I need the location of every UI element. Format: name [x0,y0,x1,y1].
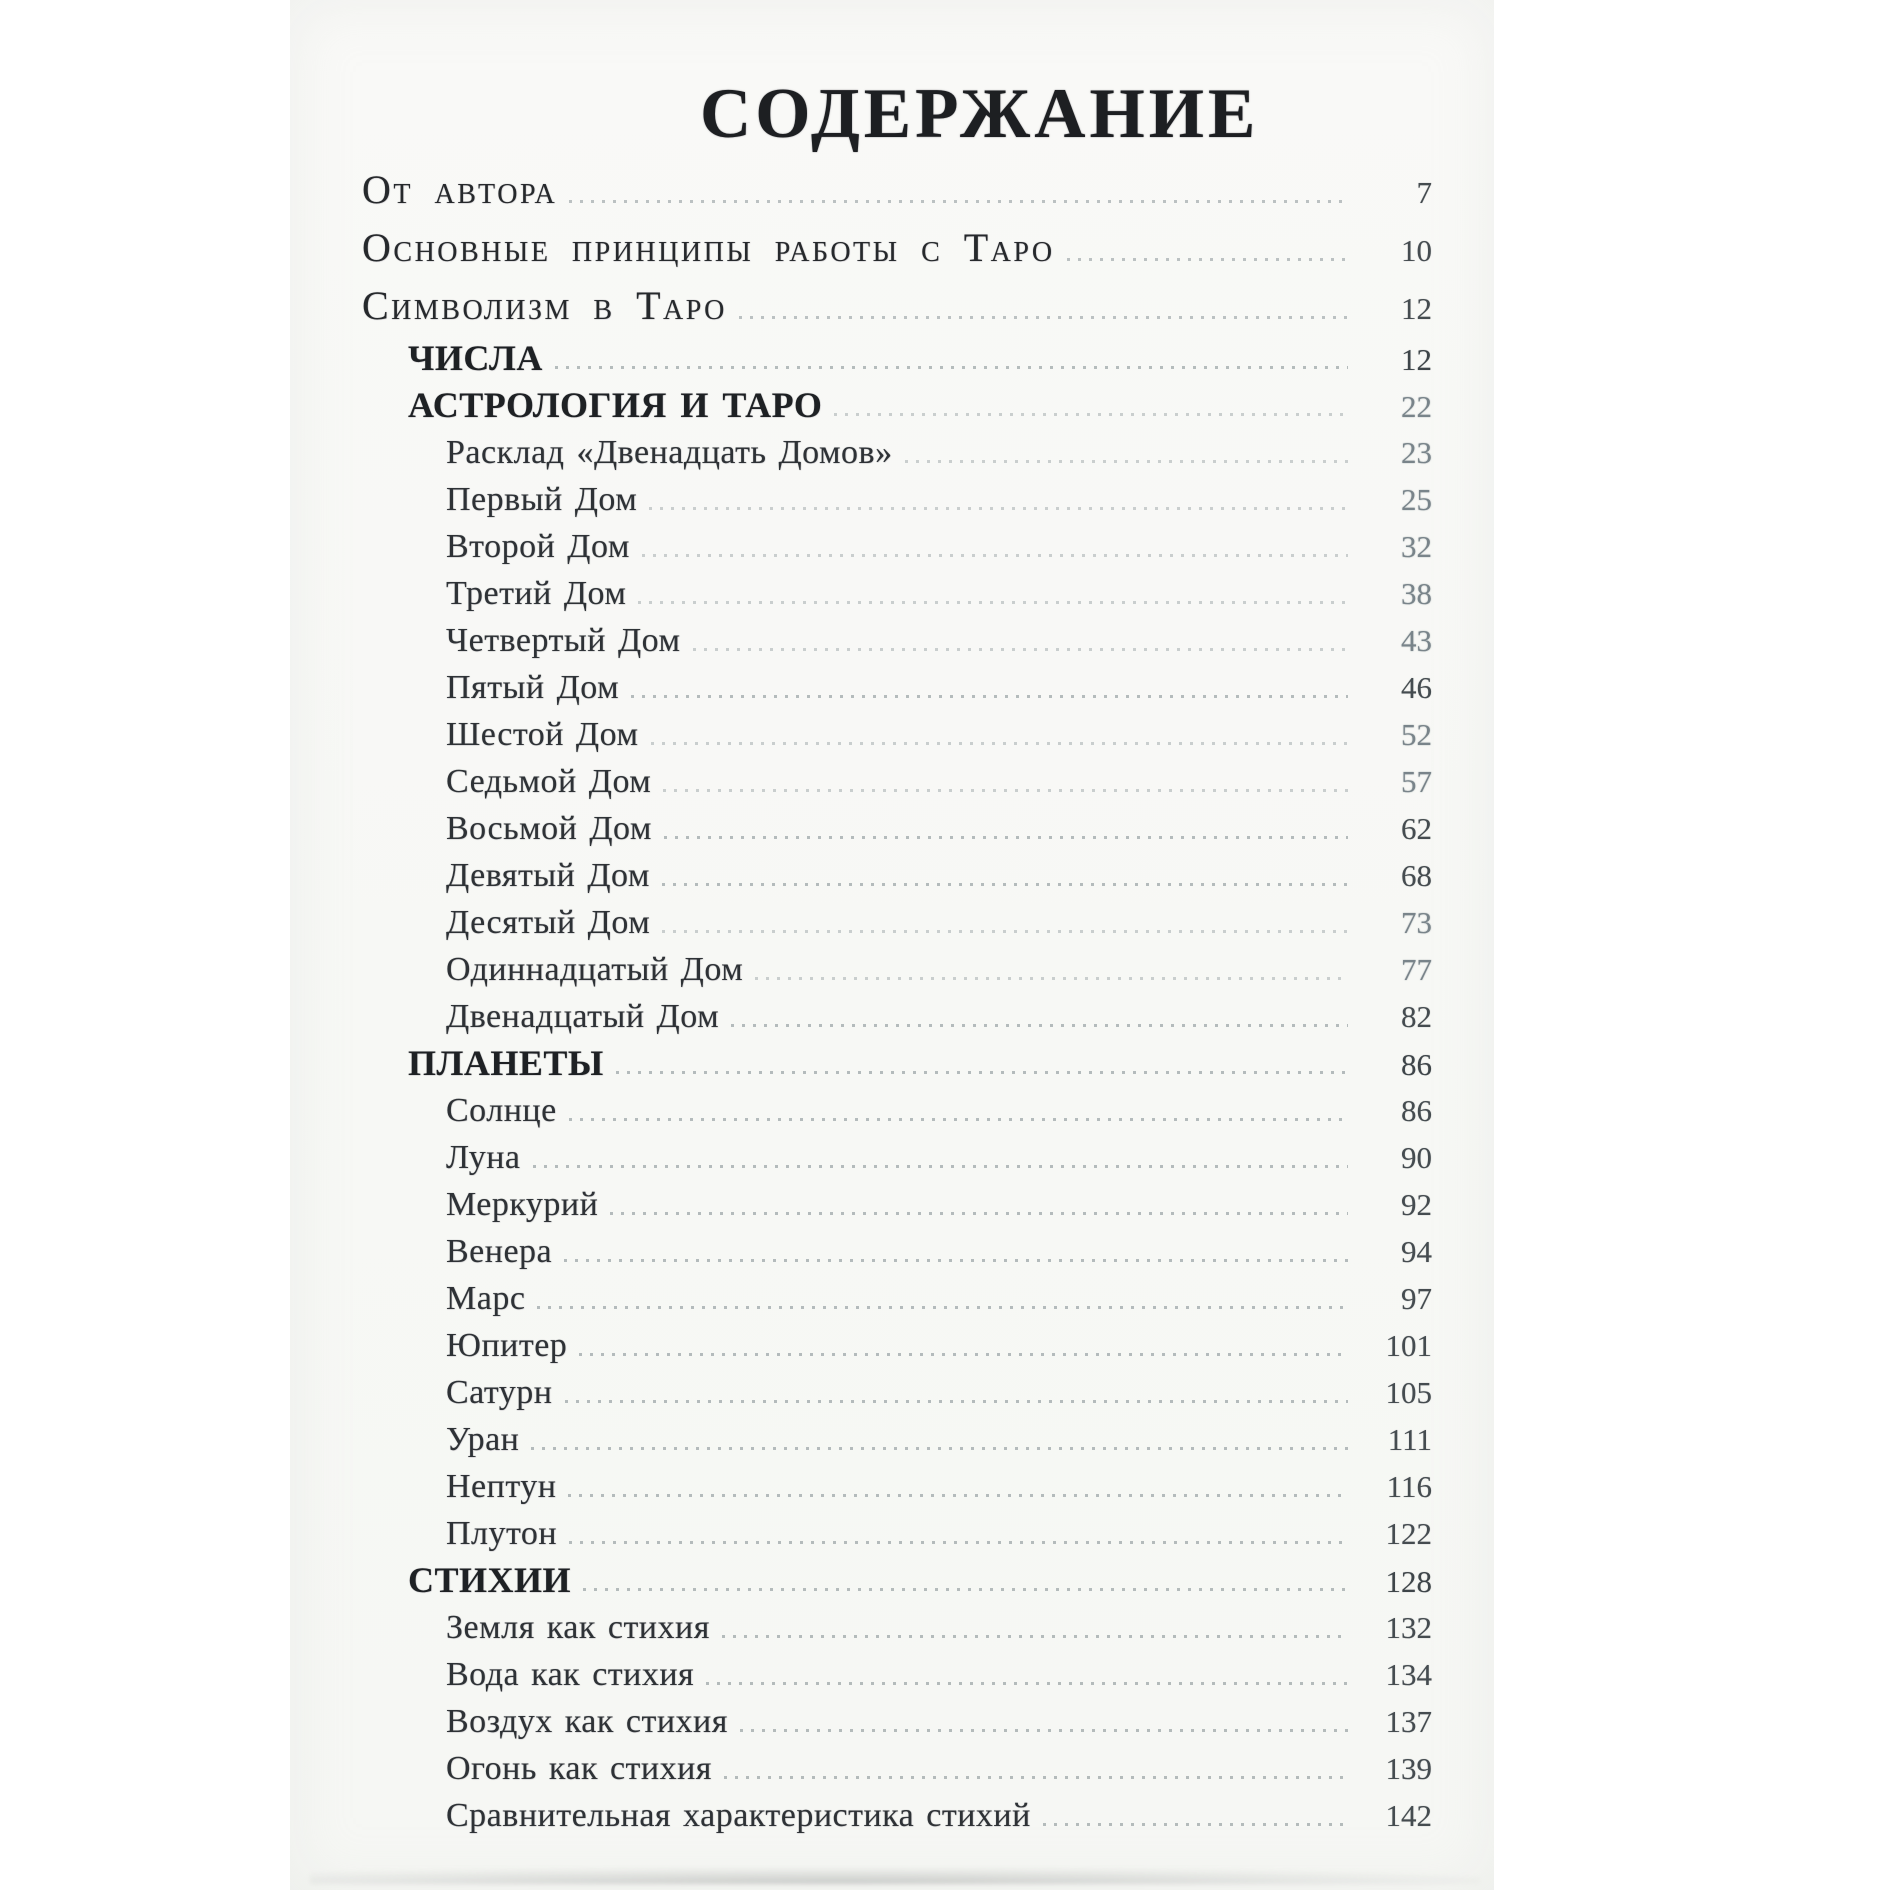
toc-list [362,161,1432,1839]
toc-entry [362,946,1432,993]
toc-entry-label: СТИХИИ [408,1560,572,1600]
page-title: СОДЕРЖАНИЕ [700,74,1260,153]
toc-entry-label: Основные принципы работы с Таро [362,225,1055,270]
dot-leader [579,1353,1348,1356]
toc-entry-label: Плутон [446,1515,558,1552]
toc-entry-label: Земля как стихия [446,1609,710,1646]
toc-entry [362,570,1432,617]
toc-entry [362,852,1432,899]
dot-leader [722,1635,1348,1638]
dot-leader [569,200,1348,203]
toc-entry-label: Одиннадцатый Дом [446,951,744,988]
dot-leader [834,413,1348,416]
toc-entry [362,161,1432,219]
dot-leader [905,460,1348,463]
toc-entry-page-number: 62 [1401,811,1432,846]
dot-leader [662,930,1348,933]
toc-entry-label: Девятый Дом [446,857,650,894]
toc-entry [362,1557,1432,1604]
toc-entry-label: Третий Дом [446,575,627,612]
toc-entry-page-number: 25 [1401,482,1432,517]
dot-leader [1067,258,1348,261]
toc-entry [362,758,1432,805]
toc-entry-page-number: 52 [1401,717,1432,752]
toc-entry-page-number: 139 [1385,1751,1432,1786]
toc-entry [362,1181,1432,1228]
toc-entry-label: Восьмой Дом [446,810,652,847]
toc-entry-page-number: 38 [1401,576,1432,611]
toc-entry-label: Четвертый Дом [446,622,681,659]
dot-leader [693,648,1348,651]
toc-entry-page-number: 116 [1386,1469,1432,1504]
toc-entry [362,899,1432,946]
toc-entry [362,219,1432,277]
toc-entry-page-number: 94 [1401,1234,1432,1269]
dot-leader [565,1400,1349,1403]
dot-leader [616,1071,1348,1074]
dot-leader [724,1776,1348,1779]
toc-entry-page-number: 10 [1401,233,1432,268]
toc-entry-label: Уран [446,1421,520,1458]
toc-entry-label: Нептун [446,1468,557,1505]
toc-entry-page-number: 92 [1401,1187,1432,1222]
dot-leader [533,1165,1349,1168]
toc-entry-label: Пятый Дом [446,669,620,706]
dot-leader [651,742,1349,745]
toc-entry [362,1275,1432,1322]
dot-leader [531,1447,1348,1450]
toc-entry-label: ЧИСЛА [408,338,543,378]
toc-entry [362,805,1432,852]
dot-leader [739,316,1348,319]
toc-entry-label: Первый Дом [446,481,638,518]
toc-entry-label: Вода как стихия [446,1656,695,1693]
toc-entry [362,664,1432,711]
toc-entry-label: Сравнительная характеристика стихий [446,1797,1031,1834]
dot-leader [649,507,1348,510]
toc-entry-page-number: 43 [1401,623,1432,658]
dot-leader [642,554,1348,557]
toc-entry [362,1416,1432,1463]
toc-entry [362,1087,1432,1134]
toc-entry [362,1369,1432,1416]
toc-entry-label: Седьмой Дом [446,763,652,800]
toc-entry-page-number: 122 [1385,1516,1432,1551]
toc-entry-label: Десятый Дом [446,904,651,941]
toc-entry-page-number: 82 [1401,999,1432,1034]
dot-leader [638,601,1348,604]
toc-entry-label: АСТРОЛОГИЯ И ТАРО [408,385,823,425]
dot-leader [663,789,1348,792]
toc-entry-page-number: 22 [1401,389,1432,424]
toc-entry [362,429,1432,476]
toc-entry [362,277,1432,335]
toc-entry [362,1322,1432,1369]
dot-leader [583,1588,1348,1591]
toc-entry-label: Венера [446,1233,553,1270]
dot-leader [569,1541,1348,1544]
toc-entry-label: Воздух как стихия [446,1703,728,1740]
toc-entry [362,476,1432,523]
toc-entry-page-number: 7 [1416,175,1432,210]
toc-entry-page-number: 32 [1401,529,1432,564]
dot-leader [631,695,1348,698]
toc-entry-page-number: 101 [1385,1328,1432,1363]
toc-entry-page-number: 90 [1401,1140,1432,1175]
dot-leader [569,1118,1348,1121]
toc-entry [362,382,1432,429]
toc-entry [362,1651,1432,1698]
toc-entry-label: Огонь как стихия [446,1750,712,1787]
toc-entry-label: Солнце [446,1092,557,1129]
toc-entry-page-number: 57 [1401,764,1432,799]
dot-leader [1043,1823,1348,1826]
dot-leader [706,1682,1348,1685]
toc-entry [362,1698,1432,1745]
toc-entry-page-number: 132 [1385,1610,1432,1645]
toc-entry-label: Марс [446,1280,526,1317]
toc-entry-label: Расклад «Двенадцать Домов» [446,434,893,471]
dot-leader [610,1212,1348,1215]
toc-entry-label: Символизм в Таро [362,283,727,328]
dot-leader [555,366,1348,369]
toc-entry-label: ПЛАНЕТЫ [408,1043,604,1083]
toc-entry [362,1040,1432,1087]
toc-entry-page-number: 77 [1401,952,1432,987]
toc-entry [362,1134,1432,1181]
toc-entry [362,711,1432,758]
toc-entry-label: От автора [362,167,558,212]
toc-entry [362,1792,1432,1839]
dot-leader [568,1494,1348,1497]
toc-entry-page-number: 68 [1401,858,1432,893]
dot-leader [537,1306,1348,1309]
dot-leader [664,836,1348,839]
toc-entry-page-number: 86 [1401,1093,1432,1128]
toc-entry [362,1463,1432,1510]
toc-entry-label: Меркурий [446,1186,599,1223]
toc-entry-page-number: 128 [1385,1564,1432,1599]
toc-entry-label: Второй Дом [446,528,630,565]
toc-entry [362,1604,1432,1651]
toc-entry-label: Луна [446,1139,521,1176]
dot-leader [662,883,1348,886]
toc-entry-label: Юпитер [446,1327,568,1364]
dot-leader [731,1024,1348,1027]
toc-entry-page-number: 142 [1385,1798,1432,1833]
dot-leader [755,977,1348,980]
page-bottom-scan-shadow [310,1868,1480,1884]
toc-entry-page-number: 12 [1401,342,1432,377]
toc-entry-page-number: 73 [1401,905,1432,940]
toc-entry-page-number: 86 [1401,1047,1432,1082]
toc-entry-label: Шестой Дом [446,716,639,753]
dot-leader [564,1259,1348,1262]
toc-entry-page-number: 111 [1387,1422,1432,1457]
toc-entry [362,1510,1432,1557]
toc-entry-page-number: 134 [1385,1657,1432,1692]
toc-entry [362,523,1432,570]
toc-entry [362,335,1432,382]
toc-entry-page-number: 46 [1401,670,1432,705]
toc-entry-label: Двенадцатый Дом [446,998,720,1035]
toc-entry [362,1228,1432,1275]
dot-leader [740,1729,1348,1732]
toc-entry-page-number: 12 [1401,291,1432,326]
toc-entry [362,617,1432,664]
toc-entry-page-number: 23 [1401,435,1432,470]
toc-entry-label: Сатурн [446,1374,553,1411]
toc-entry-page-number: 97 [1401,1281,1432,1316]
toc-entry-page-number: 137 [1385,1704,1432,1739]
toc-entry-page-number: 105 [1385,1375,1432,1410]
toc-entry [362,993,1432,1040]
toc-entry [362,1745,1432,1792]
